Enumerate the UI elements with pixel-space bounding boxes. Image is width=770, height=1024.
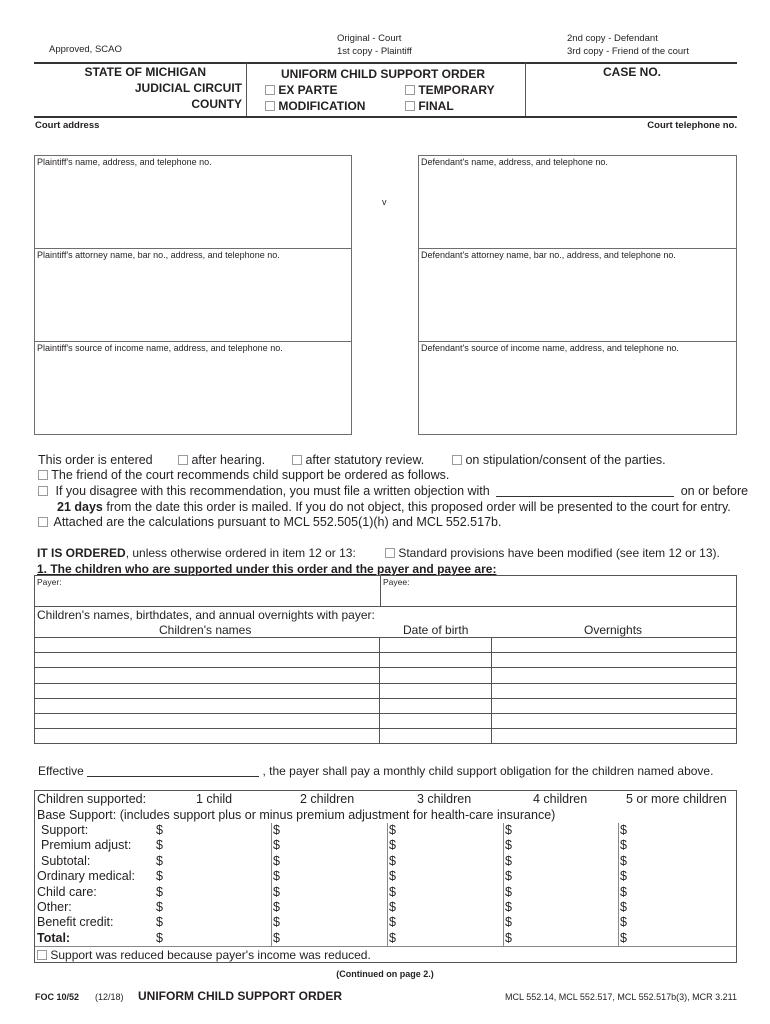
child-row (35, 729, 737, 744)
amount-field-3[interactable]: $ (389, 884, 396, 899)
modification-label: MODIFICATION (278, 99, 366, 113)
disagree-option[interactable] (38, 484, 748, 498)
defendant-income-field[interactable] (418, 341, 737, 435)
attached-checkbox[interactable] (38, 517, 48, 527)
reduced-divider (35, 946, 736, 947)
amount-field-5[interactable]: $ (620, 838, 627, 853)
child-row (35, 698, 737, 713)
effective-date-field[interactable] (87, 764, 259, 777)
amount-field-1[interactable]: $ (156, 838, 163, 853)
after-hearing-label: after hearing. (191, 453, 266, 467)
amount-field-5[interactable]: $ (620, 869, 627, 884)
child-dob-cell[interactable] (380, 653, 492, 668)
child-row (35, 638, 737, 653)
support-row-label: Ordinary medical: (37, 869, 135, 884)
copy-foc: 3rd copy - Friend of the court (567, 46, 689, 57)
payee-field[interactable] (381, 576, 736, 606)
header-bottom-rule (34, 116, 737, 118)
defendant-name-label: Defendant's name, address, and telephone no. (421, 157, 608, 167)
amount-field-5[interactable]: $ (620, 823, 627, 837)
temporary-label: TEMPORARY (418, 83, 495, 97)
county-field[interactable]: COUNTY (191, 97, 242, 111)
support-row-label: Premium adjust: (41, 838, 132, 853)
support-row-label: Subtotal: (41, 853, 91, 868)
amount-field-3[interactable]: $ (389, 930, 396, 945)
versus-label: v (382, 197, 387, 207)
case-no-field[interactable]: CASE NO. (603, 65, 662, 79)
entered-label: This order is entered (38, 453, 153, 467)
footer-title: UNIFORM CHILD SUPPORT ORDER (138, 989, 342, 1003)
header-divider-2 (525, 63, 526, 116)
effective-line (38, 764, 713, 778)
days-text: from the date this order is mailed. If you do not object, this proposed order will be presented to the court for entry. (106, 500, 731, 514)
payee-label: Payee: (383, 577, 410, 587)
amount-field-1[interactable]: $ (156, 869, 163, 884)
modified-option[interactable] (385, 546, 720, 560)
copy-plaintiff: 1st copy - Plaintiff (337, 46, 412, 57)
count-4: 4 children (533, 792, 588, 806)
form-title: UNIFORM CHILD SUPPORT ORDER (281, 67, 485, 81)
reduced-checkbox[interactable] (37, 950, 47, 960)
children-supported-row (35, 792, 736, 808)
col-divider-2 (271, 823, 272, 947)
child-name-cell[interactable] (35, 638, 380, 653)
defendant-attorney-label: Defendant's attorney name, bar no., address, and telephone no. (421, 250, 676, 260)
child-name-cell[interactable] (35, 653, 380, 668)
after-review-label: after statutory review. (305, 453, 425, 467)
count-3: 3 children (417, 792, 472, 806)
after-hearing-option[interactable] (178, 453, 265, 467)
approved-label: Approved, SCAO (49, 44, 122, 55)
amount-field-5[interactable]: $ (620, 930, 627, 945)
amount-field-2[interactable]: $ (273, 900, 280, 914)
amount-field-4[interactable]: $ (505, 930, 512, 945)
amount-field-2[interactable]: $ (273, 838, 280, 853)
temporary-checkbox[interactable] (405, 85, 415, 95)
court-phone-label: Court telephone no. (647, 120, 737, 131)
disagree-text: If you disagree with this recommendation, you must file a written objection with (55, 484, 490, 498)
temporary-option[interactable] (405, 83, 495, 97)
item1-heading: 1. The children who are supported under this order and the payer and payee are: (37, 562, 497, 576)
ex-parte-label: EX PARTE (278, 83, 338, 97)
amount-field-1[interactable]: $ (156, 823, 163, 837)
attached-label: Attached are the calculations pursuant to MCL 552.505(1)(h) and MCL 552.517b. (53, 515, 502, 529)
amount-field-5[interactable]: $ (620, 915, 627, 930)
amount-field-5[interactable]: $ (620, 853, 627, 868)
copy-original: Original - Court (337, 33, 402, 44)
base-note: Base Support: (includes support plus or minus premium adjustment for health-care insurance) (37, 807, 556, 822)
amount-field-3[interactable]: $ (389, 915, 396, 930)
plaintiff-attorney-label: Plaintiff's attorney name, bar no., address, and telephone no. (37, 250, 280, 260)
amount-field-2[interactable]: $ (273, 884, 280, 899)
ordered-text: , unless otherwise ordered in item 12 or 13: (125, 546, 356, 560)
plaintiff-name-field[interactable] (34, 155, 352, 249)
amount-field-4[interactable]: $ (505, 915, 512, 930)
continued-note: (Continued on page 2.) (336, 969, 434, 979)
reduced-option[interactable] (37, 948, 371, 962)
support-row (35, 900, 736, 916)
children-supported-label: Children supported: (37, 792, 147, 806)
amount-field-2[interactable]: $ (273, 869, 280, 884)
child-name-cell[interactable] (35, 698, 380, 713)
ordered-bold: IT IS ORDERED (37, 546, 126, 560)
plaintiff-income-label: Plaintiff's source of income name, address, and telephone no. (37, 343, 283, 353)
child-name-cell[interactable] (35, 683, 380, 698)
state-label: STATE OF MICHIGAN (84, 65, 206, 79)
child-name-cell[interactable] (35, 713, 380, 728)
child-overnights-cell[interactable] (491, 683, 736, 698)
child-dob-cell[interactable] (380, 698, 492, 713)
child-overnights-cell[interactable] (491, 729, 736, 744)
amount-field-4[interactable]: $ (505, 900, 512, 914)
child-overnights-cell[interactable] (491, 653, 736, 668)
final-option[interactable] (405, 99, 454, 113)
plaintiff-income-field[interactable] (34, 341, 352, 435)
support-row (35, 915, 736, 931)
final-checkbox[interactable] (405, 101, 415, 111)
amount-field-4[interactable]: $ (505, 838, 512, 853)
support-table (34, 790, 737, 963)
support-row (35, 885, 736, 901)
recommends-checkbox[interactable] (38, 470, 48, 480)
col-children-names: Children's names (159, 623, 252, 637)
ordered-line (37, 546, 356, 560)
circuit-field[interactable]: JUDICIAL CIRCUIT (134, 81, 242, 95)
col-overnights: Overnights (584, 623, 643, 637)
disagree-checkbox[interactable] (38, 486, 48, 496)
child-row (35, 713, 737, 728)
days-bold: 21 days (57, 500, 103, 514)
header-divider-1 (246, 63, 247, 116)
after-review-checkbox[interactable] (292, 455, 302, 465)
amount-field-1[interactable]: $ (156, 884, 163, 899)
child-dob-cell[interactable] (380, 638, 492, 653)
child-overnights-cell[interactable] (491, 668, 736, 683)
ex-parte-option[interactable] (265, 83, 337, 97)
children-header-box (34, 606, 737, 638)
child-overnights-cell[interactable] (491, 713, 736, 728)
payer-field[interactable] (35, 576, 381, 606)
support-row-label: Total: (37, 930, 71, 945)
support-row-label: Child care: (37, 884, 97, 899)
child-dob-cell[interactable] (380, 713, 492, 728)
col-divider-3 (387, 823, 388, 947)
objection-with-field[interactable] (496, 484, 674, 497)
child-row (35, 668, 737, 683)
support-row (35, 931, 736, 947)
child-name-cell[interactable] (35, 668, 380, 683)
amount-field-5[interactable]: $ (620, 900, 627, 914)
support-row (35, 838, 736, 854)
col-date-of-birth: Date of birth (403, 623, 469, 637)
amount-field-3[interactable]: $ (389, 869, 396, 884)
amount-field-2[interactable]: $ (273, 853, 280, 868)
amount-field-4[interactable]: $ (505, 869, 512, 884)
count-5: 5 or more children (626, 792, 727, 806)
amount-field-2[interactable]: $ (273, 930, 280, 945)
form-revision: (12/18) (95, 992, 124, 1002)
modification-checkbox[interactable] (265, 101, 275, 111)
footer-citations: MCL 552.14, MCL 552.517, MCL 552.517b(3), MCR 3.211 (505, 992, 737, 1002)
effective-text: , the payer shall pay a monthly child support obligation for the children named above. (262, 764, 714, 778)
payer-payee-box (34, 575, 737, 607)
support-row-label: Other: (37, 900, 72, 914)
effective-label: Effective (38, 764, 84, 778)
recommends-option[interactable] (38, 468, 449, 482)
amount-field-5[interactable]: $ (620, 884, 627, 899)
support-row (35, 854, 736, 870)
child-dob-cell[interactable] (380, 729, 492, 744)
count-2: 2 children (300, 792, 355, 806)
after-review-option[interactable] (292, 453, 424, 467)
child-dob-cell[interactable] (380, 683, 492, 698)
child-overnights-cell[interactable] (491, 698, 736, 713)
defendant-attorney-field[interactable] (418, 248, 737, 342)
defendant-name-field[interactable] (418, 155, 737, 249)
child-row (35, 653, 737, 668)
on-or-before-text: on or before (680, 484, 749, 498)
col-divider-5 (618, 823, 619, 947)
days-line (57, 500, 731, 514)
amount-field-4[interactable]: $ (505, 884, 512, 899)
header-top-rule (34, 62, 737, 64)
col-divider-4 (503, 823, 504, 947)
amount-field-1[interactable]: $ (156, 900, 163, 914)
amount-field-1[interactable]: $ (156, 853, 163, 868)
final-label: FINAL (418, 99, 454, 113)
attached-option[interactable] (38, 515, 501, 529)
form-number: FOC 10/52 (35, 992, 80, 1002)
modification-option[interactable] (265, 99, 365, 113)
child-overnights-cell[interactable] (491, 638, 736, 653)
support-row (35, 869, 736, 885)
support-row-label: Benefit credit: (37, 915, 114, 930)
amount-field-2[interactable]: $ (273, 823, 280, 837)
support-row-label: Support: (41, 823, 89, 837)
reduced-label: Support was reduced because payer's income was reduced. (50, 948, 371, 962)
amount-field-3[interactable]: $ (389, 823, 396, 837)
after-hearing-checkbox[interactable] (178, 455, 188, 465)
defendant-income-label: Defendant's source of income name, address, and telephone no. (421, 343, 679, 353)
amount-field-3[interactable]: $ (389, 838, 396, 853)
children-table (34, 637, 737, 744)
children-intro: Children's names, birthdates, and annual overnights with payer: (37, 608, 375, 622)
recommends-label: The friend of the court recommends child support be ordered as follows. (51, 468, 450, 482)
child-dob-cell[interactable] (380, 668, 492, 683)
count-1: 1 child (196, 792, 233, 806)
stipulation-label: on stipulation/consent of the parties. (465, 453, 666, 467)
payer-label: Payer: (37, 577, 62, 587)
modified-label: Standard provisions have been modified (see item 12 or 13). (398, 546, 720, 560)
copy-defendant: 2nd copy - Defendant (567, 33, 658, 44)
amount-field-3[interactable]: $ (389, 900, 396, 914)
amount-field-4[interactable]: $ (505, 823, 512, 837)
support-row (35, 823, 736, 839)
stipulation-option[interactable] (452, 453, 666, 467)
amount-field-3[interactable]: $ (389, 853, 396, 868)
amount-field-1[interactable]: $ (156, 930, 163, 945)
ex-parte-checkbox[interactable] (265, 85, 275, 95)
child-row (35, 683, 737, 698)
court-address-label: Court address (35, 120, 100, 131)
modified-checkbox[interactable] (385, 548, 395, 558)
child-name-cell[interactable] (35, 729, 380, 744)
amount-field-4[interactable]: $ (505, 853, 512, 868)
stipulation-checkbox[interactable] (452, 455, 462, 465)
plaintiff-name-label: Plaintiff's name, address, and telephone no. (37, 157, 212, 167)
plaintiff-attorney-field[interactable] (34, 248, 352, 342)
amount-field-2[interactable]: $ (273, 915, 280, 930)
amount-field-1[interactable]: $ (156, 915, 163, 930)
base-note-row (35, 808, 736, 824)
